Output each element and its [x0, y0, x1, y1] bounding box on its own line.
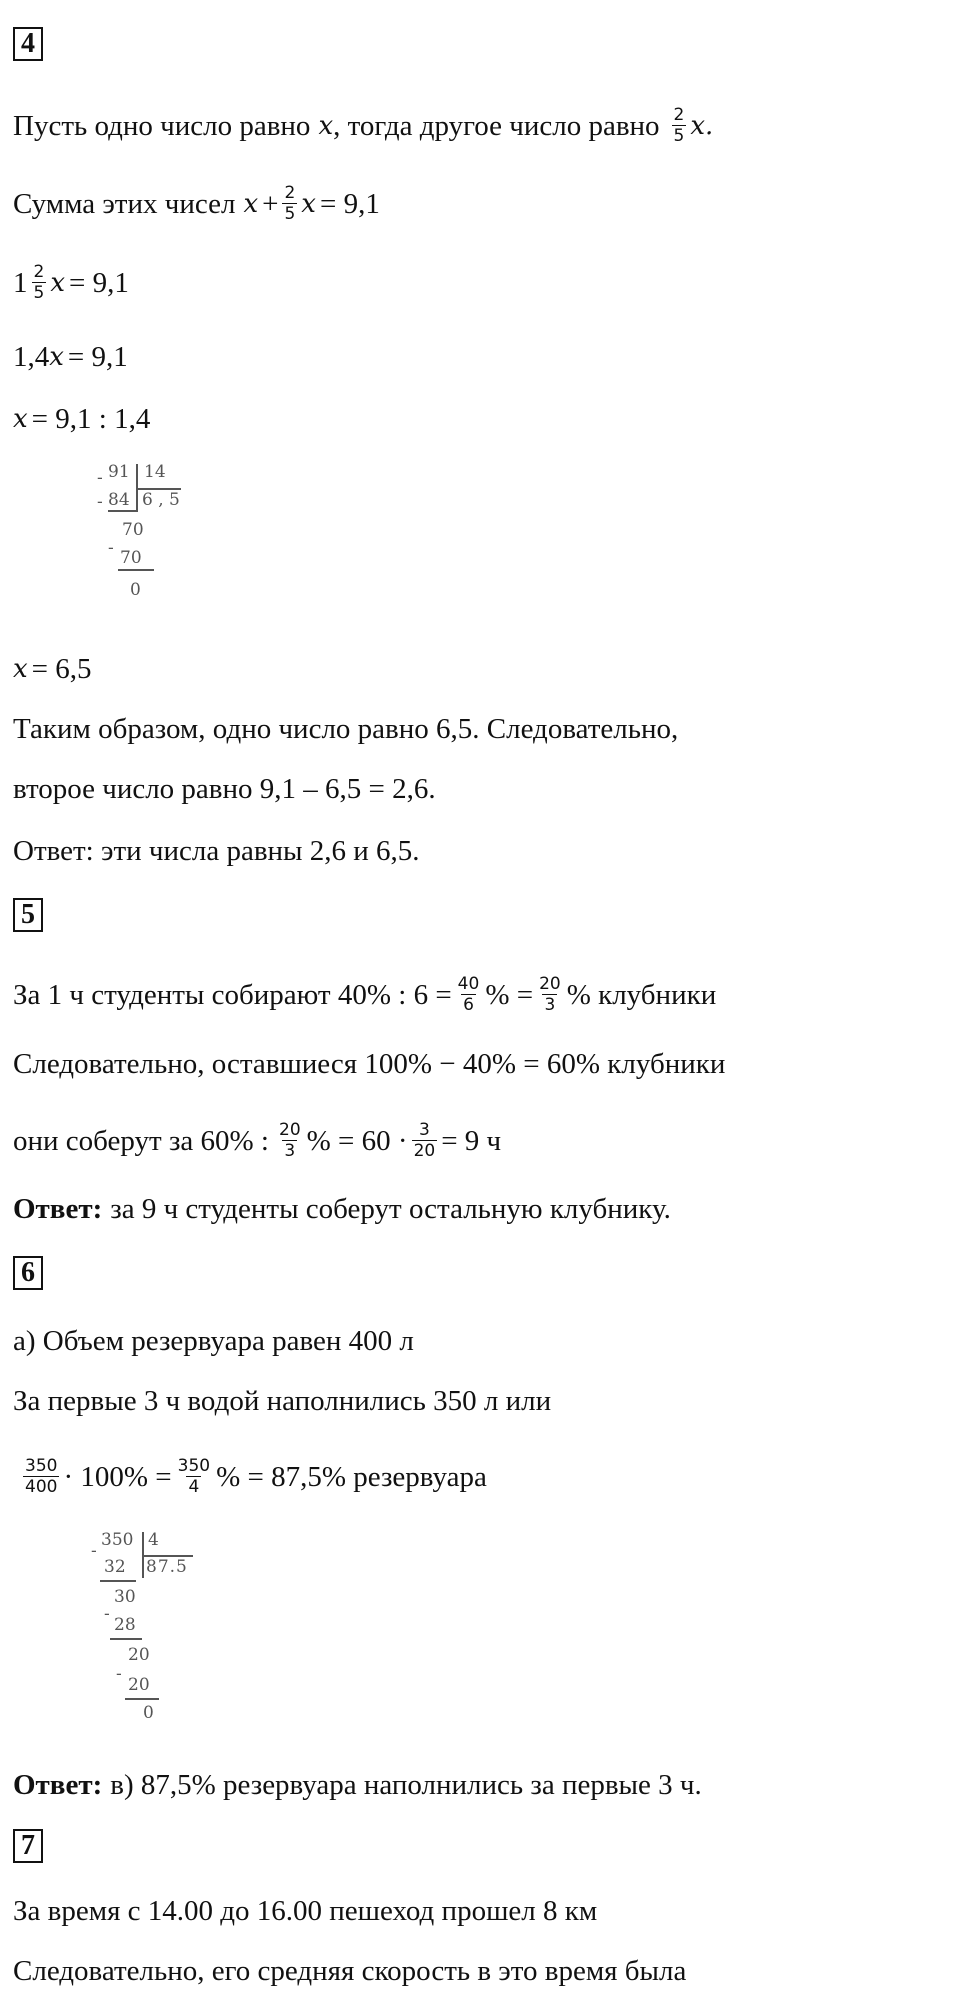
task-number-badge-6: 6: [13, 1256, 43, 1290]
task-number-badge-5: 5: [13, 898, 43, 932]
quotient: 6 , 5: [142, 490, 180, 510]
var-x: x: [49, 342, 64, 372]
denominator: 6: [463, 995, 474, 1015]
var-x: x: [318, 110, 334, 141]
task6-line-2: За первые 3 ч водой наполнились 350 л или: [13, 1385, 552, 1417]
subtraction-line: [118, 569, 154, 571]
fraction: [23, 1456, 59, 1497]
var-x: x.: [690, 110, 714, 141]
denominator: 3: [284, 1141, 296, 1161]
numerator: 40: [457, 974, 480, 994]
task4-line-4: [13, 340, 128, 374]
answer-label: Ответ:: [13, 1193, 103, 1225]
rhs: = 9,1 : 1,4: [31, 403, 151, 435]
answer-text: в) 87,5% резервуара наполнились за первые 3 ч.: [110, 1769, 702, 1801]
subtraction-line: [108, 510, 136, 512]
fraction: [282, 183, 297, 224]
numerator: 350: [25, 1456, 58, 1476]
divisor: 14: [144, 462, 166, 482]
task7-line-2: Следовательно, его средняя скорость в это время была: [13, 1955, 687, 1987]
task4-line-2: [13, 183, 380, 224]
fraction: [537, 974, 563, 1015]
denominator: 5: [284, 204, 296, 224]
task4-line-8: второе число равно 9,1 – 6,5 = 2,6.: [13, 773, 436, 805]
fraction: [176, 1456, 212, 1497]
var-x: x: [13, 654, 28, 684]
fraction: [277, 1120, 303, 1161]
fraction: [672, 105, 687, 146]
task4-answer: Ответ: эти числа равны 2,6 и 6,5.: [13, 835, 420, 867]
numerator: 2: [33, 262, 45, 282]
task6-answer: [13, 1768, 702, 1802]
denominator: 4: [188, 1477, 200, 1497]
numerator: 2: [673, 105, 685, 125]
var-x: x: [50, 267, 65, 298]
rhs: = 9,1: [319, 187, 380, 220]
text: = 9 ч: [441, 1124, 502, 1157]
task4-line-7: Таким образом, одно число равно 6,5. Следовательно,: [13, 713, 679, 745]
denominator: 3: [544, 995, 556, 1015]
remainder: 70: [122, 520, 144, 540]
var-x: x: [243, 188, 259, 219]
fraction: [456, 974, 482, 1015]
remainder: 20: [128, 1645, 150, 1665]
text: % = 87,5% резервуара: [216, 1460, 487, 1493]
task5-answer: [13, 1192, 671, 1226]
task-number-badge-7: 7: [13, 1829, 43, 1863]
text: % клубники: [566, 978, 717, 1011]
task4-line-6: [13, 652, 92, 686]
subtraction-line: [100, 1580, 136, 1582]
numerator: 350: [177, 1456, 211, 1476]
text: % = 60 ·: [306, 1124, 408, 1157]
text: они соберут за 60% :: [13, 1124, 269, 1157]
coefficient: 1,4: [13, 341, 50, 373]
denominator: 400: [25, 1477, 58, 1497]
numerator: 3: [418, 1120, 430, 1140]
remainder: 0: [143, 1703, 154, 1723]
rhs: = 9,1: [69, 266, 129, 299]
subtraction-line: [110, 1638, 142, 1640]
task5-line-3: [13, 1120, 501, 1161]
task4-line-5: [13, 402, 150, 436]
task5-line-2: Следовательно, оставшиеся 100% − 40% = 60% клубники: [13, 1048, 726, 1080]
answer-label: Ответ:: [13, 1769, 103, 1801]
fraction: [412, 1120, 438, 1161]
answer-text: за 9 ч студенты соберут остальную клубнику.: [110, 1193, 671, 1225]
dividend: 91: [108, 462, 130, 482]
numerator: 20: [279, 1120, 301, 1140]
minus-sign: -: [108, 538, 114, 558]
quotient: 87.5: [146, 1557, 188, 1577]
numerator: 20: [539, 974, 561, 994]
text: За 1 ч студенты собирают 40% : 6 =: [13, 978, 452, 1011]
var-x: x: [301, 188, 316, 219]
dividend: 350: [101, 1530, 134, 1550]
minus-sign: -: [97, 492, 103, 512]
task4-line-3: [13, 262, 129, 303]
divisor: 4: [148, 1530, 159, 1550]
rhs: = 6,5: [31, 653, 92, 685]
subtrahend: 84: [108, 490, 130, 510]
quotient-line: [137, 488, 181, 490]
text: Пусть одно число равно: [13, 109, 311, 142]
minus-sign: -: [91, 1541, 97, 1561]
plus-sign: +: [262, 187, 279, 220]
remainder: 0: [130, 580, 141, 600]
remainder: 30: [114, 1587, 136, 1607]
subtrahend: 20: [128, 1675, 150, 1695]
text: Сумма этих чисел: [13, 187, 236, 220]
subtrahend: 32: [104, 1557, 126, 1577]
task4-line-1: [13, 105, 713, 146]
text: % =: [485, 978, 534, 1011]
task5-line-1: [13, 974, 716, 1015]
var-x: x: [13, 404, 28, 434]
task7-line-1: За время с 14.00 до 16.00 пешеход прошел 8 км: [13, 1895, 598, 1927]
text: · 100% =: [63, 1460, 172, 1493]
subtrahend: 70: [120, 548, 142, 568]
minus-sign: -: [104, 1604, 110, 1624]
denominator: 5: [673, 126, 685, 146]
subtraction-line: [125, 1698, 159, 1700]
fraction: [32, 262, 47, 303]
text: , тогда другое число равно: [333, 109, 660, 142]
task6-line-1: а) Объем резервуара равен 400 л: [13, 1325, 414, 1357]
minus-sign: -: [97, 468, 103, 488]
task6-line-3: [13, 1456, 487, 1497]
whole-part: 1: [13, 266, 28, 299]
subtrahend: 28: [114, 1615, 136, 1635]
quotient-line: [143, 1555, 193, 1557]
numerator: 2: [284, 183, 296, 203]
rhs: = 9,1: [67, 341, 128, 373]
task-number-badge-4: 4: [13, 27, 43, 61]
denominator: 5: [33, 283, 45, 303]
minus-sign: -: [116, 1664, 122, 1684]
denominator: 20: [413, 1141, 436, 1161]
